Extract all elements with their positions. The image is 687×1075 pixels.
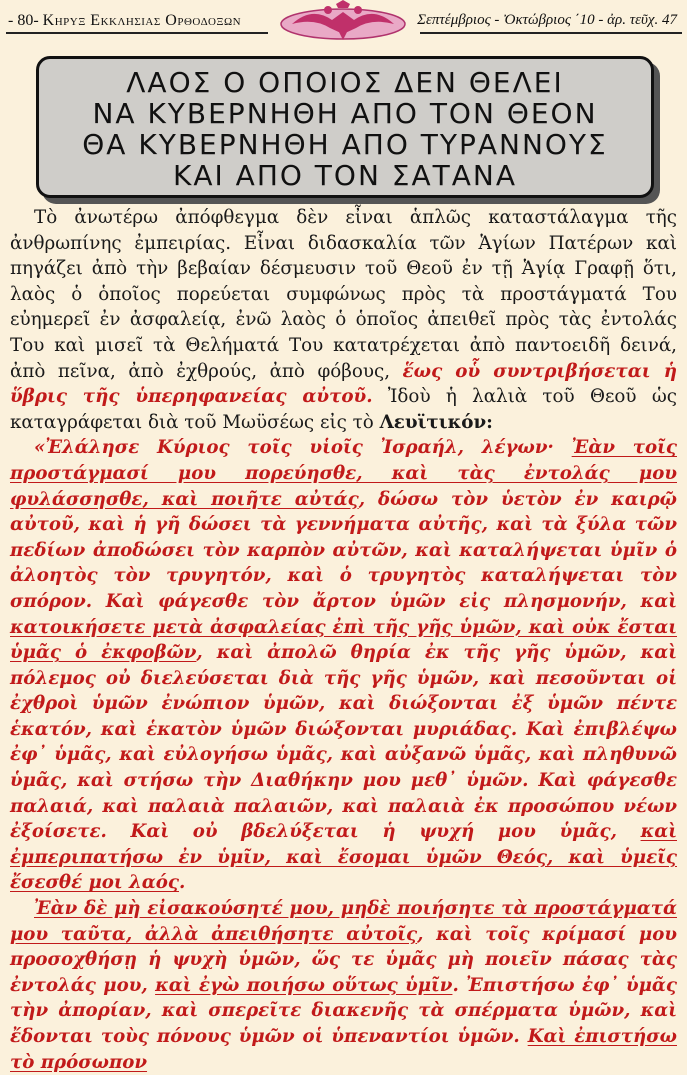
- title-line: ΚΑΙ ΑΠΟ ΤΟΝ ΣΑΤΑΝΑ: [172, 159, 517, 192]
- quote-text: , καὶ ἀπολῶ θηρία ἐκ τῆς γῆς ὑμῶν, καὶ πόλεμος οὐ διελεύσεται διὰ τῆς γῆς ὑμῶν, καὶ πεσοῦνται οἱ ἐχθροὶ ὑμῶν ἐνώπιον ὑμῶν, καὶ διώξονται ἐξ ὑμῶν πέντε ἑκατόν, καὶ ἑκατὸν ὑμῶν διώξονται μυριάδας. Καὶ ἐπιβλέψω ἐφ᾽ ὑμᾶς, καὶ εὐλογήσω ὑμᾶς, καὶ αὐξανῶ ὑμᾶς, καὶ πληθυνῶ ὑμᾶς, καὶ στήσω τὴν Διαθήκην μου μεθ᾽ ὑμῶν. Καὶ φάγεσθε παλαιά, καὶ παλαιὰ παλαιῶν, καὶ παλαιὰ ἐκ προσώπου νέων ἐξοίσετε. Καὶ οὐ βδελύξεται ἡ ψυχή μου ὑμᾶς,: [10, 642, 677, 843]
- quote-underlined: Ἐὰν δὲ μὴ εἰσακούσητέ μου, μηδὲ ποιήσητε τὰ προστάγματά μου ταῦτα, ἀλλὰ ἀπειθήσητε αὐτοῖς: [10, 898, 677, 945]
- quote-underlined: κατοικήσετε μετὰ ἀσφαλείας ἐπὶ τῆς γῆς ὑμῶν, καὶ οὐκ ἔσται ὑμᾶς ὁ ἐκφοβῶν: [10, 616, 677, 664]
- intro-emphasis: ἕως οὗ συντριβήσεται ἡ ὕβρις τῆς ὑπερηφανείας αὐτοῦ.: [10, 360, 677, 408]
- scripture-quote-2: [10, 896, 677, 1075]
- page-number: - 80-: [8, 12, 39, 29]
- quote-text: .: [178, 872, 186, 894]
- journal-name: Κηρυξ Εκκλησιασ Ορθοδοξων: [42, 12, 242, 29]
- quote-text: , καὶ τοῖς κρίμασί μου προσοχθήσῃ ἡ ψυχὴ ὑμῶν, ὥς τε ὑμᾶς μὴ ποιεῖν πάσας τὰς ἐντολάς μου,: [10, 923, 677, 996]
- intro-text-2: Ἰδοὺ ἡ λαλιὰ τοῦ Θεοῦ ὡς καταγράφεται διὰ τοῦ Μωϋσέως εἰς τὸ: [10, 386, 677, 433]
- page-header: [0, 0, 687, 42]
- quote-underlined: Καὶ ἐπιστήσω τὸ πρόσωπον: [10, 1026, 677, 1073]
- quote-text: . Ἐπιστήσω ἐφ᾽ ὑμᾶς τὴν ἀπορίαν, καὶ σπερεῖτε διακενῆς τὰ σπέρματα ὑμῶν, καὶ ἔδονται τοὺς πόνους ὑμῶν οἱ ὑπεναντίοι ὑμῶν.: [10, 974, 677, 1047]
- issue-info: Σεπτέμβριος - Ὀκτώβριος ΄10 - ἀρ. τεῦχ. 47: [417, 12, 677, 28]
- quote-text: «Ἐλάλησε Κύριος τοῖς υἱοῖς Ἰσραήλ, λέγων·: [34, 437, 572, 459]
- title-line: ΛΑΟΣ Ο ΟΠΟΙΟΣ ΔΕΝ ΘΕΛΕΙ: [126, 66, 564, 99]
- header-rule-left: [6, 32, 268, 34]
- title-line: ΘΑ ΚΥΒΕΡΝΗΘΗ ΑΠΟ ΤΥΡΑΝΝΟΥΣ: [82, 128, 608, 161]
- article-body: [10, 205, 677, 1075]
- scripture-quote-1: [10, 435, 677, 896]
- article-title-box: [36, 56, 654, 198]
- book-name: Λευϊτικόν:: [379, 411, 493, 433]
- quote-underlined: καὶ ἐγὼ ποιήσω οὕτως ὑμῖν: [155, 974, 453, 996]
- intro-paragraph: [10, 205, 677, 435]
- quote-underlined: Ἐὰν τοῖς προστάγμασί μου πορεύησθε, καὶ τὰς ἐντολάς μου φυλάσσησθε, καὶ ποιῆτε αὐτάς: [10, 437, 677, 510]
- title-line: ΝΑ ΚΥΒΕΡΝΗΘΗ ΑΠΟ ΤΟΝ ΘΕΟΝ: [92, 97, 598, 130]
- header-left: [8, 12, 241, 30]
- double-headed-eagle-icon: [272, 0, 414, 42]
- header-rule-right: [420, 32, 682, 34]
- intro-text: Τὸ ἀνωτέρω ἀπόφθεγμα δὲν εἶναι ἁπλῶς καταστάλαγμα τῆς ἀνθρωπίνης ἐμπειρίας. Εἶναι διδασκαλία τῶν Ἁγίων Πατέρων καὶ πηγάζει ἀπὸ τὴν βεβαίαν δέσμευσιν τοῦ Θεοῦ ἐν τῇ Ἁγίᾳ Γραφῇ ὅτι, λαὸς ὁ ὁποῖος πορεύεται συμφώνως πρὸς τὰ προστάγματά Του εὐημερεῖ ἐν ἀσφαλείᾳ, ἐνῶ λαὸς ὁ ὁποῖος ἀπειθεῖ πρὸς τὰς ἐντολάς Του καὶ μισεῖ τὰ Θελήματά Του κατατρέχεται ἀπὸ παντοειδῆ δεινά, ἀπὸ πεῖνα, ἀπὸ ἐχθρούς, ἀπὸ φόβους,: [10, 207, 677, 382]
- quote-text: , δώσω τὸν ὑετὸν ἐν καιρῷ αὐτοῦ, καὶ ἡ γῆ δώσει τὰ γεννήματα αὐτῆς, καὶ τὰ ξύλα τῶν πεδίων ἀποδώσει τὸν καρπὸν αὐτῶν, καὶ καταλήψεται ὑμῖν ὁ ἀλοητὸς τὸν τρυγητόν, καὶ ὁ τρυγητὸς καταλήψεται τὸν σπόρον. Καὶ φάγεσθε τὸν ἄρτον ὑμῶν εἰς πλησμονήν, καὶ: [10, 488, 677, 612]
- quote-underlined: καὶ ἐμπεριπατήσω ἐν ὑμῖν, καὶ ἔσομαι ὑμῶν Θεός, καὶ ὑμεῖς ἔσεσθέ μοι λαός: [10, 821, 677, 894]
